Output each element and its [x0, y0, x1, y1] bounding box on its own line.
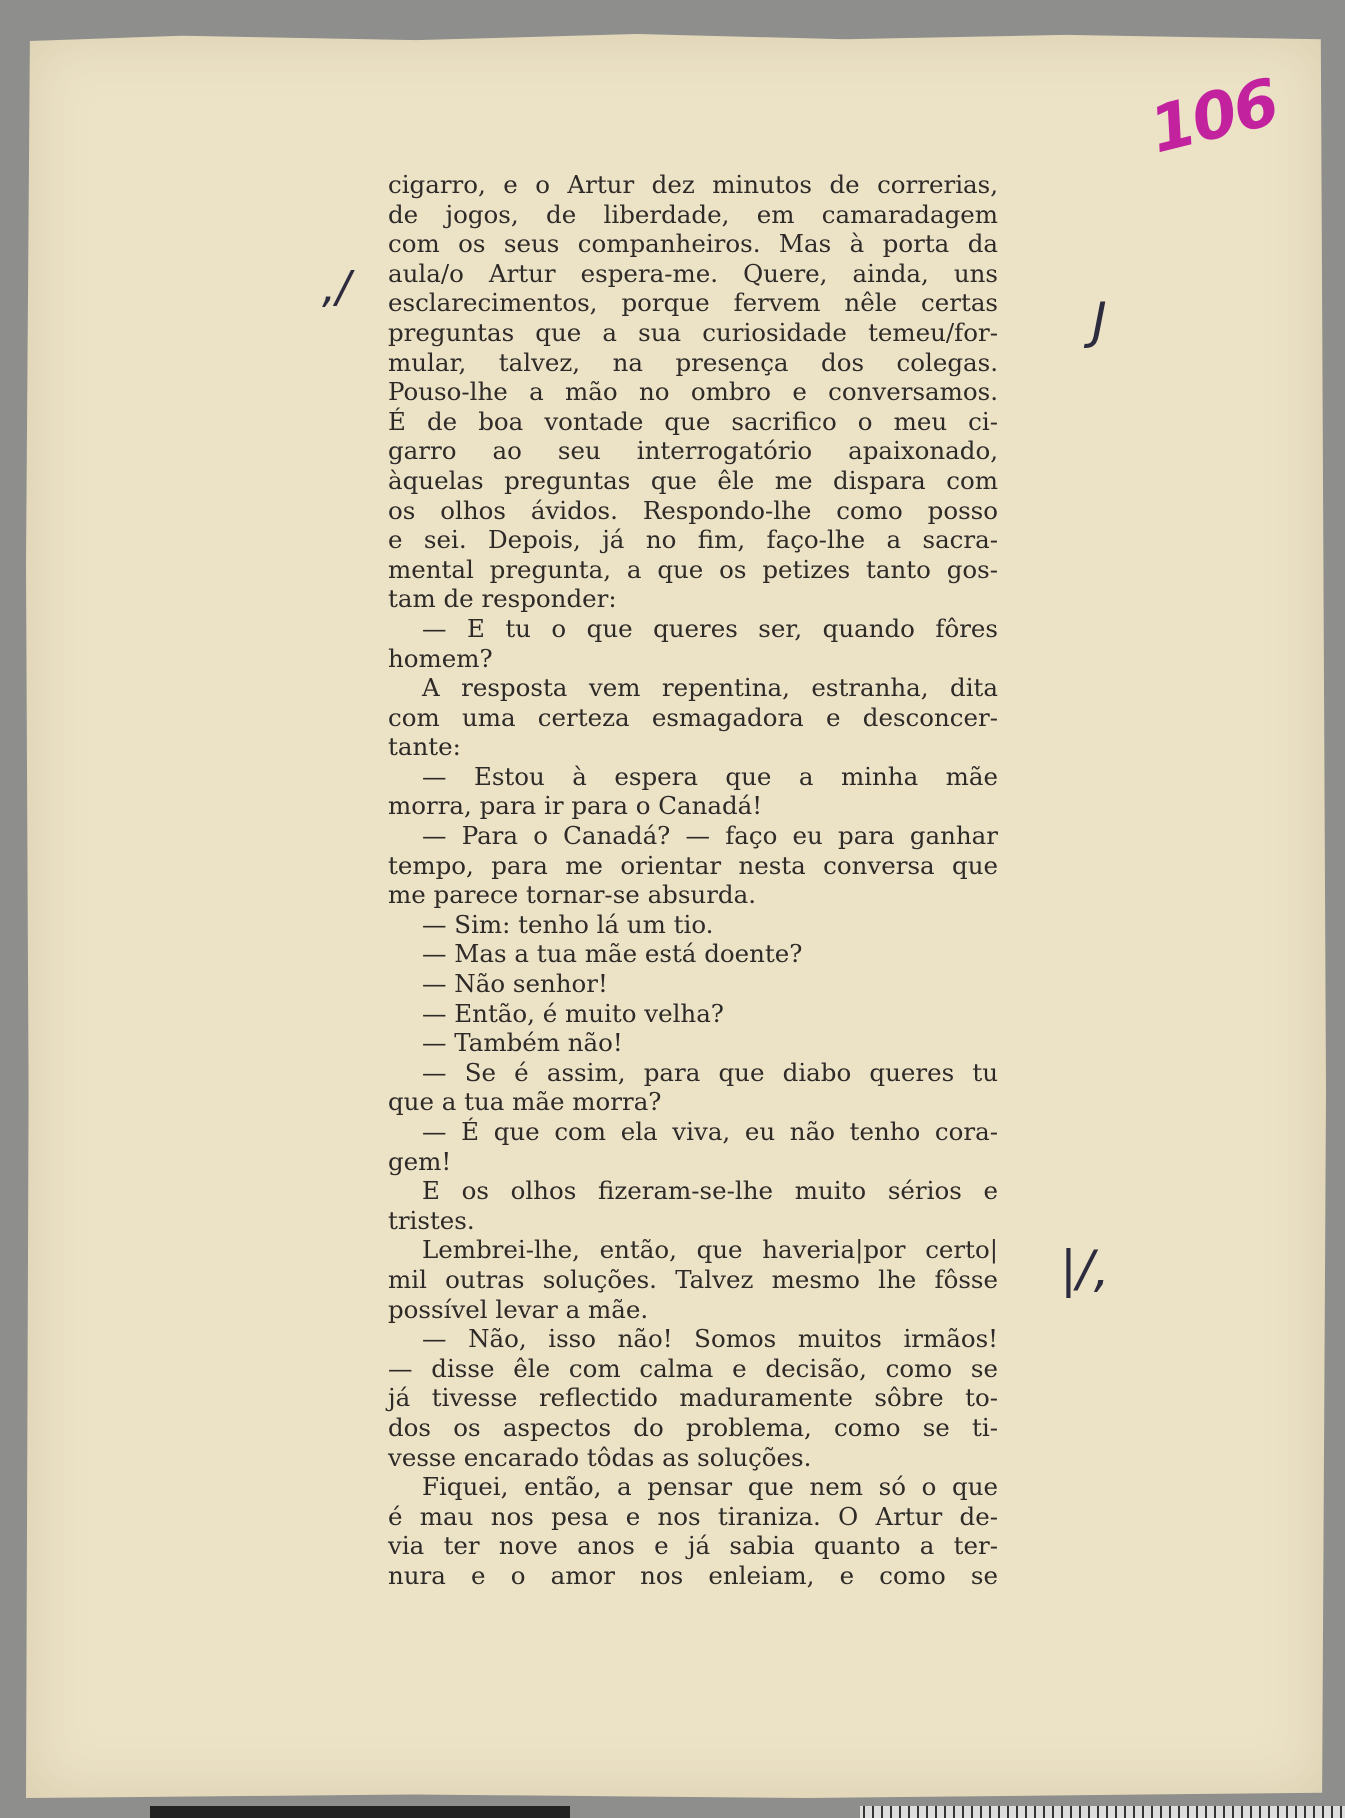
scan-edge-bar-left	[150, 1806, 570, 1818]
text-line: Lembrei-lhe, então, que haveria|por certo|	[422, 1235, 998, 1265]
text-line: mil outras soluções. Talvez mesmo lhe fôsse	[388, 1264, 998, 1294]
text-line: — Sim: tenho lá um tio.	[422, 909, 714, 939]
margin-mark-left: ,/	[322, 262, 351, 313]
text-line: possível levar a mãe.	[388, 1294, 649, 1324]
text-line: esclarecimentos, porque fervem nêle certas	[388, 288, 998, 318]
text-line: me parece tornar-se absurda.	[388, 880, 757, 910]
text-line: — Estou à espera que a minha mãe	[422, 761, 998, 791]
margin-mark-right-top: J	[1092, 292, 1107, 350]
text-line: E os olhos fizeram-se-lhe muito sérios e	[422, 1176, 998, 1206]
text-line: àquelas preguntas que êle me dispara com	[388, 465, 998, 495]
text-line: dos os aspectos do problema, como se ti-	[388, 1412, 998, 1442]
text-line: vesse encarado tôdas as soluções.	[388, 1442, 812, 1472]
text-line: mental pregunta, a que os petizes tanto gos-	[388, 554, 998, 584]
text-line: — Também não!	[422, 1028, 623, 1058]
text-line: — disse êle com calma e decisão, como se	[388, 1353, 998, 1383]
text-line: garro ao seu interrogatório apaixonado,	[388, 436, 998, 466]
text-line: Pouso-lhe a mão no ombro e conversamos.	[388, 377, 998, 407]
text-line: tam de responder:	[388, 584, 617, 614]
text-line: já tivesse reflectido maduramente sôbre to-	[388, 1383, 998, 1413]
text-line: — Se é assim, para que diabo queres tu	[422, 1057, 998, 1087]
text-line: e sei. Depois, já no fim, faço-lhe a sacra-	[388, 525, 998, 555]
body-text	[388, 170, 998, 1591]
text-line: é mau nos pesa e nos tiraniza. O Artur de-	[388, 1501, 998, 1531]
folio-number: 106	[1142, 65, 1285, 169]
text-line: aula/o Artur espera-me. Quere, ainda, uns	[388, 258, 998, 288]
text-line: Fiquei, então, a pensar que nem só o que	[422, 1472, 998, 1502]
text-line: cigarro, e o Artur dez minutos de correrias,	[388, 170, 998, 199]
text-line: tempo, para me orientar nesta conversa que	[388, 850, 998, 880]
text-line: — Não senhor!	[422, 969, 608, 999]
text-line: homem?	[388, 643, 493, 673]
text-line: — Então, é muito velha?	[422, 998, 724, 1028]
text-line: — Mas a tua mãe está doente?	[422, 939, 803, 969]
text-line: — Para o Canadá? — faço eu para ganhar	[422, 821, 998, 851]
text-line: tante:	[388, 732, 461, 762]
text-line: tristes.	[388, 1205, 475, 1235]
text-line: — É que com ela viva, eu não tenho cora-	[422, 1117, 998, 1146]
text-line: que a tua mãe morra?	[388, 1087, 662, 1117]
text-line: morra, para ir para o Canadá!	[388, 791, 763, 821]
text-line: os olhos ávidos. Respondo-lhe como posso	[388, 495, 998, 525]
text-line: É de boa vontade que sacrifico o meu ci-	[388, 406, 998, 436]
text-line: de jogos, de liberdade, em camaradagem	[388, 199, 998, 229]
text-line: A resposta vem repentina, estranha, dita	[422, 673, 998, 703]
scan-edge-bar-right	[860, 1806, 1345, 1818]
text-line: gem!	[388, 1146, 452, 1176]
text-line: — E tu o que queres ser, quando fôres	[422, 613, 998, 643]
margin-mark-right-mid: |/,	[1060, 1240, 1110, 1298]
text-line: via ter nove anos e já sabia quanto a ter-	[388, 1531, 998, 1561]
text-line: nura e o amor nos enleiam, e como se	[388, 1560, 998, 1590]
text-line: — Não, isso não! Somos muitos irmãos!	[422, 1324, 998, 1354]
text-line: mular, talvez, na presença dos colegas.	[388, 347, 998, 377]
text-line: preguntas que a sua curiosidade temeu/for-	[388, 317, 998, 347]
text-line: com os seus companheiros. Mas à porta da	[388, 229, 998, 259]
text-line: com uma certeza esmagadora e desconcer-	[388, 702, 998, 732]
